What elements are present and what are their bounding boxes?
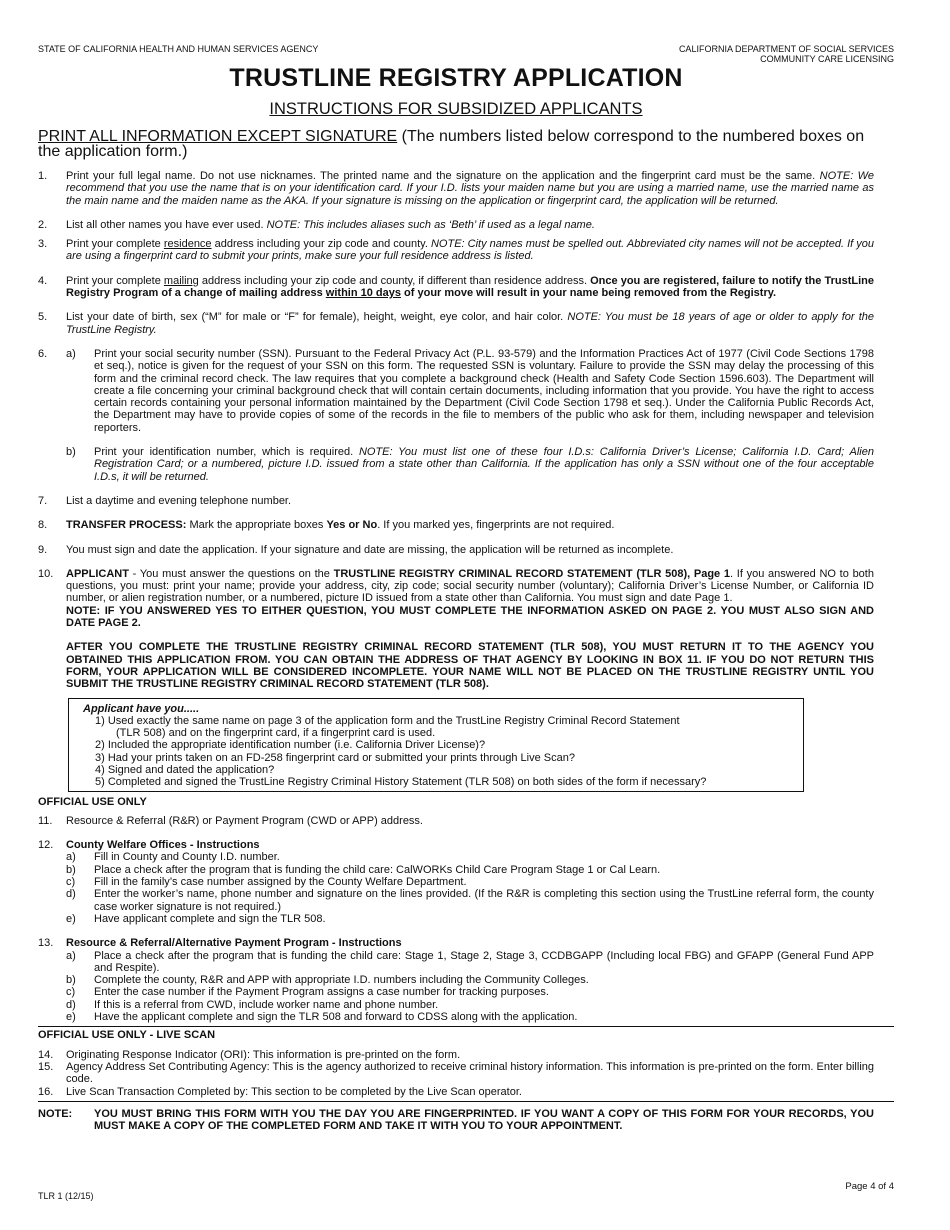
item-heading: TRANSFER PROCESS: xyxy=(66,519,187,532)
sub-letter: d) xyxy=(66,888,76,901)
item-number: 11. xyxy=(38,814,53,827)
item-warning: of your move will result in your name being removed from the Registry. xyxy=(401,287,777,300)
instruction-item-2 xyxy=(38,219,874,231)
instruction-item-6b xyxy=(66,446,874,483)
sub-letter: b) xyxy=(66,974,76,987)
sub-text: Fill in the family’s case number assigned by the County Welfare Department. xyxy=(94,876,467,889)
checklist-item: 5) Completed and signed the TrustLine Registry Criminal History Statement (TLR 508) on both sides of the form if necessary? xyxy=(95,776,707,789)
item-note: NOTE: You must be 18 years of age or older to apply for the TrustLine Registry. xyxy=(66,311,874,336)
print-instruction-emphasis: PRINT ALL INFORMATION EXCEPT SIGNATURE xyxy=(38,128,398,145)
sub-item xyxy=(66,913,874,925)
sub-text: Place a check after the program that is funding the child care: CalWORKs Child Care Program Stage 1 or Cal Learn. xyxy=(94,863,661,876)
item-note: NOTE: We recommend that you use the name that is on your identification card. If your I.D. lists your maiden name but you are using a married name, use the married name as the main name and the maiden name as the AKA. If your signature is missing on the application or fingerprint card, the application will be returned. xyxy=(66,170,874,207)
item-warning: Once you are registered, failure to notify the TrustLine Registry Program of a change of mailing address xyxy=(66,274,874,300)
item-text: address including your zip code and county, if different than residence address. xyxy=(198,274,591,287)
item-text: Originating Response Indicator (ORI): This information is pre-printed on the form. xyxy=(66,1048,461,1061)
applicant-checklist xyxy=(68,698,804,792)
instruction-item-4 xyxy=(38,275,874,300)
checklist-item-cont: (TLR 508) and on the fingerprint card, if a fingerprint card is used. xyxy=(116,727,436,740)
item-text: Print your identification number, which is required. xyxy=(94,446,359,459)
sub-item xyxy=(66,851,874,863)
checklist-item: 3) Had your prints taken on an FD-258 fingerprint card or submitted your prints through Live Scan? xyxy=(95,751,575,764)
instruction-item-8 xyxy=(38,519,874,531)
checklist-title: Applicant have you..... xyxy=(83,702,200,715)
page-title: TRUSTLINE REGISTRY APPLICATION xyxy=(229,64,683,92)
sub-text: If this is a referral from CWD, include worker name and phone number. xyxy=(94,998,439,1011)
item-text: Print your full legal name. Do not use nicknames. The printed name and the signature on the application and the fingerprint card must be the same. xyxy=(66,170,820,182)
sub-letter: b) xyxy=(66,863,76,876)
item-text: address including your zip code and county. xyxy=(211,238,431,251)
department-header xyxy=(679,44,894,64)
sub-item xyxy=(66,864,874,876)
item-number: 3. xyxy=(38,238,48,251)
item-note: NOTE: IF YOU ANSWERED YES TO EITHER QUESTION, YOU MUST COMPLETE THE INFORMATION ASKED ON PAGE 2. YOU MUST ALSO SIGN AND DATE PAGE 2. xyxy=(66,604,874,630)
sub-text: Have applicant complete and sign the TLR 508. xyxy=(94,912,326,925)
item-number: 8. xyxy=(38,519,48,532)
print-instruction xyxy=(38,129,874,159)
note-text: YOU MUST BRING THIS FORM WITH YOU THE DAY YOU ARE FINGERPRINTED. IF YOU WANT A COPY OF THIS FORM FOR YOUR RECORDS, YOU MUST MAKE A COPY OF THE COMPLETED FORM AND TAKE IT WITH YOU TO YOUR APPOINTMENT. xyxy=(94,1107,874,1133)
item-number: 14. xyxy=(38,1048,54,1061)
department-line-2: COMMUNITY CARE LICENSING xyxy=(760,54,894,64)
sub-letter: d) xyxy=(66,998,76,1011)
item-text: Mark the appropriate boxes xyxy=(186,519,327,532)
item-number: 16. xyxy=(38,1085,54,1098)
instruction-item-15 xyxy=(38,1061,874,1086)
sub-letter: c) xyxy=(66,876,76,889)
sub-item xyxy=(66,876,874,888)
item-heading: APPLICANT xyxy=(66,567,129,580)
item-number: 2. xyxy=(38,218,48,231)
official-use-heading: OFFICIAL USE ONLY xyxy=(38,795,147,808)
note-label: NOTE: xyxy=(38,1107,73,1120)
instruction-item-14 xyxy=(38,1049,874,1061)
instruction-item-7 xyxy=(38,495,874,507)
sub-letter: c) xyxy=(66,986,76,999)
sub-text: Enter the case number if the Payment Program assigns a case number for tracking purposes. xyxy=(94,986,549,999)
instruction-item-12 xyxy=(38,839,874,925)
instruction-item-9 xyxy=(38,544,874,556)
item-text: List a daytime and evening telephone number. xyxy=(66,494,292,507)
sub-letter: a) xyxy=(66,851,76,864)
item-text: Print your complete xyxy=(66,238,164,251)
item-warning: AFTER YOU COMPLETE THE TRUSTLINE REGISTRY CRIMINAL RECORD STATEMENT (TLR 508), YOU MUST RETURN IT TO THE AGENCY YOU OBTAINED THIS APPLICATION FROM. YOU CAN OBTAIN THE ADDRESS OF THAT AGENCY BY LOOKING IN BOX 11. IF YOU DO NOT RETURN THIS FORM, YOUR APPLICATION WILL BE CONSIDERED INCOMPLETE. YOUR NAME WILL NOT BE PLACED ON THE TRUSTLINE REGISTRY UNTIL YOU SUBMIT THE TRUSTLINE REGISTRY CRIMINAL RECORD STATEMENT (TLR 508). xyxy=(66,641,874,691)
live-scan-heading: OFFICIAL USE ONLY - LIVE SCAN xyxy=(38,1029,216,1042)
item-number: 10. xyxy=(38,567,54,580)
item-note: NOTE: You must list one of these four I.D.s: California Driver’s License; California I.D. Card; Alien Registration Card; or a numbered, picture I.D. issued from a state other than California. If the application has only a SSN without one of the four acceptable I.D.s, it will be returned. xyxy=(94,446,874,483)
item-number: 9. xyxy=(38,543,48,556)
sub-text: Fill in County and County I.D. number. xyxy=(94,851,280,864)
sub-text: Have the applicant complete and sign the TLR 508 and forward to CDSS along with the application. xyxy=(94,1011,578,1024)
fingerprint-note xyxy=(38,1108,874,1133)
sub-text: Place a check after the program that is funding the child care: Stage 1, Stage 2, Stage 3, CCDBGAPP (Including local FBG) and GFAPP (General Fund APP and Respite). xyxy=(94,949,874,974)
agency-header: STATE OF CALIFORNIA HEALTH AND HUMAN SERVICES AGENCY xyxy=(38,44,319,54)
sub-text: Enter the worker’s name, phone number and signature on the lines provided. (If the R&R is completing this section using the TrustLine referral form, the county case worker signature is not required.) xyxy=(94,888,874,913)
item-text: You must sign and date the application. If your signature and date are missing, the application will be returned as incomplete. xyxy=(66,543,674,556)
instruction-item-6 xyxy=(38,348,874,483)
instruction-item-10 xyxy=(38,568,874,691)
item-number: 5. xyxy=(38,311,48,324)
item-number: 4. xyxy=(38,274,48,287)
sub-letter: a) xyxy=(66,347,76,360)
sub-item xyxy=(66,1011,874,1023)
item-emphasis: Yes or No xyxy=(326,519,378,532)
item-note: NOTE: This includes aliases such as ‘Beth’ if used as a legal name. xyxy=(266,218,595,231)
sub-letter: b) xyxy=(66,446,76,459)
sub-letter: e) xyxy=(66,912,76,925)
item-heading: Resource & Referral/Alternative Payment Program - Instructions xyxy=(66,937,402,950)
item-text: - You must answer the questions on the xyxy=(128,567,334,580)
sub-item xyxy=(66,986,874,998)
instructions-body xyxy=(38,170,874,1132)
item-emphasis: mailing xyxy=(163,274,199,287)
instruction-item-6a xyxy=(66,348,874,434)
item-number: 6. xyxy=(38,347,48,360)
page-number: Page 4 of 4 xyxy=(845,1181,894,1192)
section-divider xyxy=(38,1101,894,1102)
sub-letter: a) xyxy=(66,949,76,962)
item-note: NOTE: City names must be spelled out. Abbreviated city names will not be accepted. If you are using a fingerprint card to submit your prints, make sure your full residence address is listed. xyxy=(66,238,874,263)
item-text: . If you answered NO to both questions, you must: print your name; provide your address, city, zip code; social security number (voluntary); California Driver’s License Number, or California ID number, or alien registration number, or a numbered, picture ID issued from a state other than California. You must sign and date Page 1. xyxy=(66,567,874,605)
item-text: . If you marked yes, fingerprints are not required. xyxy=(377,519,615,532)
checklist-item: 4) Signed and dated the application? xyxy=(95,763,275,776)
print-instruction-rest: (The numbers listed below correspond to the numbered boxes on the application form.) xyxy=(38,128,865,160)
department-line-1: CALIFORNIA DEPARTMENT OF SOCIAL SERVICES xyxy=(678,44,894,54)
page-subtitle: INSTRUCTIONS FOR SUBSIDIZED APPLICANTS xyxy=(269,100,643,118)
sub-item xyxy=(66,999,874,1011)
sub-item xyxy=(66,950,874,975)
item-number: 13. xyxy=(38,937,54,950)
sub-item xyxy=(66,888,874,913)
item-number: 1. xyxy=(38,170,48,182)
section-divider xyxy=(38,1026,894,1027)
instruction-item-5 xyxy=(38,311,874,336)
checklist-item: 1) Used exactly the same name on page 3 of the application form and the TrustLine Registry Criminal Record Statement xyxy=(95,714,680,727)
item-emphasis: residence xyxy=(163,238,212,251)
item-number: 15. xyxy=(38,1060,54,1073)
item-number: 7. xyxy=(38,494,48,507)
item-text: Resource & Referral (R&R) or Payment Program (CWD or APP) address. xyxy=(66,814,423,827)
sub-item xyxy=(66,974,874,986)
item-text: Print your social security number (SSN). Pursuant to the Federal Privacy Act (P.L. 93-579) and the Information Practices Act of 1977 (Civil Code Sections 1798 et seq.), notice is given for the request of your SSN on this form. The requested SSN is voluntary. Failure to provide the SSN may delay the processing of this form and the criminal record check. The law requires that you complete a background check (Health and Safety Code Section 1596.603). The Department will create a file concerning your criminal background check that will contain certain documents, including information that you provide. You have the right to access certain records containing your personal information maintained by the Department (Civil Code Section 1798 et seq.). Under the California Public Records Act, the Department may have to provide copies of some of the records in the file to members of the public who ask for them, including newspaper and television reporters. xyxy=(94,347,874,434)
item-text: Live Scan Transaction Completed by: This section to be completed by the Live Scan operator. xyxy=(66,1085,522,1098)
instruction-item-13 xyxy=(38,937,874,1023)
item-warning-emphasis: within 10 days xyxy=(325,287,401,300)
form-id: TLR 1 (12/15) xyxy=(38,1191,94,1201)
instruction-item-1 xyxy=(38,170,874,207)
sub-text: Complete the county, R&R and APP with appropriate I.D. numbers including the Community Colleges. xyxy=(94,974,589,987)
instruction-item-3 xyxy=(38,238,874,263)
item-heading: County Welfare Offices - Instructions xyxy=(66,839,260,852)
item-emphasis: TRUSTLINE REGISTRY CRIMINAL RECORD STATEMENT (TLR 508), Page 1 xyxy=(333,567,731,580)
instruction-item-11 xyxy=(38,815,874,827)
instruction-item-16 xyxy=(38,1086,874,1098)
item-number: 12. xyxy=(38,839,54,852)
sub-letter: e) xyxy=(66,1011,76,1024)
item-text: List all other names you have ever used. xyxy=(66,218,267,231)
item-text: List your date of birth, sex (“M” for male or “F” for female), height, weight, eye color, and hair color. xyxy=(66,311,568,324)
checklist-item: 2) Included the appropriate identification number (i.e. California Driver License)? xyxy=(95,739,486,752)
item-text: Print your complete xyxy=(66,274,164,287)
item-text: Agency Address Set Contributing Agency: This is the agency authorized to receive criminal history information. This information is pre-printed on the form. Enter billing code. xyxy=(66,1060,874,1086)
